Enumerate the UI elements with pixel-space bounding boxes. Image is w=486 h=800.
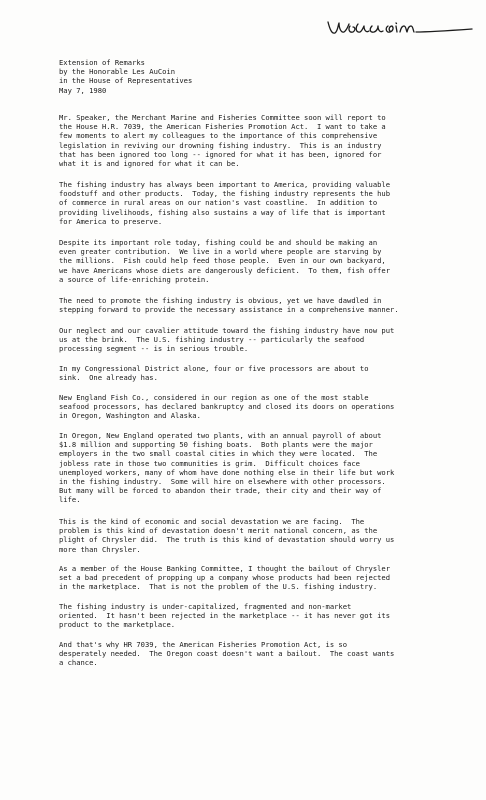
header-line: in the House of Representatives [59, 76, 193, 86]
paragraph-line: oriented. It hasn't been rejected in the marketplace -- it has never got its [59, 611, 391, 621]
paragraph-line: we have Americans whose diets are dangerously deficient. To them, fish offer [59, 265, 391, 275]
paragraph-line: few moments to alert my colleagues to the importance of this comprehensive [59, 131, 378, 141]
paragraph-line: New England Fish Co., considered in our region as one of the most stable [59, 393, 369, 402]
paragraph-line: in the marketplace. That is not the problem of the U.S. fishing industry. [59, 582, 378, 592]
paragraph [59, 238, 390, 284]
paragraph-line: In Oregon, New England operated two plants, with an annual payroll of about [59, 431, 382, 440]
paragraph-line: a chance. [59, 658, 98, 668]
paragraph-line: that has been ignored too long -- ignored for what it has been, ignored for [59, 149, 382, 159]
paragraph-line: for America to preserve. [59, 216, 163, 226]
paragraph-line: legislation in reviving our drowning fishing industry. This is an industry [59, 140, 382, 150]
paragraph-line: set a bad precedent of propping up a company whose products had been rejected [59, 573, 391, 583]
paragraph-line: in the fishing industry. Some will hire on elsewhere with other processors. [59, 477, 386, 487]
paragraph-line: in Oregon, Washington and Alaska. [59, 411, 201, 421]
paragraph [59, 180, 390, 226]
paragraph-line: This is the kind of economic and social devastation we are facing. The [59, 517, 365, 526]
paragraph-line: The need to promote the fishing industry is obvious, yet we have dawdled in [59, 296, 382, 305]
paragraph-line: desperately needed. The Oregon coast doesn't want a bailout. The coast wants [59, 649, 395, 659]
paragraph-line: Our neglect and our cavalier attitude toward the fishing industry have now put [59, 326, 395, 335]
paragraph-line: more than Chrysler. [59, 544, 141, 554]
paragraph-line: seafood processors, has declared bankruptcy and closed its doors on operations [59, 402, 395, 412]
paragraph-line: As a member of the House Banking Committee, I thought the bailout of Chrysler [59, 564, 391, 573]
paragraph-line: Mr. Speaker, the Merchant Marine and Fisheries Committee soon will report to [59, 113, 386, 122]
document-header [59, 58, 192, 95]
paragraph-line: foodstuff and other products. Today, the fishing industry represents the hub [59, 189, 391, 199]
paragraph-line: jobless rate in those two communities is grim. Difficult choices face [59, 458, 360, 468]
paragraph-line: sink. One already has. [59, 373, 158, 383]
header-line: Extension of Remarks [59, 58, 145, 67]
paragraph-line: The fishing industry is under-capitalized, fragmented and non-market [59, 602, 352, 611]
paragraph-line: of commerce in rural areas on our nation's vast coastline. In addition to [59, 198, 378, 208]
paragraph-line: employers in the two small coastal cities in which they were located. The [59, 449, 378, 459]
paragraph-line: problem is this kind of devastation doesn't merit national concern, as the [59, 526, 378, 536]
paragraph [59, 640, 394, 668]
paragraph-line: a source of life-enriching protein. [59, 274, 210, 284]
paragraph [59, 602, 390, 630]
paragraph-line: The fishing industry has always been important to America, providing valuable [59, 180, 391, 189]
paragraph [59, 431, 394, 505]
paragraph-line: stepping forward to provide the necessary assistance in a comprehensive manner. [59, 305, 399, 315]
paragraph [59, 564, 390, 592]
paragraph-line: Despite its important role today, fishing could be and should be making an [59, 238, 378, 247]
paragraph-line: life. [59, 495, 81, 505]
paragraph [59, 393, 394, 421]
paragraph-line: what it is and ignored for what it can be. [59, 159, 240, 169]
paragraph-line: processing segment -- is in serious trouble. [59, 344, 249, 354]
paragraph-line: In my Congressional District alone, four or five processors are about to [59, 364, 369, 373]
paragraph-line: the millions. Fish could help feed those people. Even in our own backyard, [59, 256, 386, 266]
paragraph-line: the House H.R. 7039, the American Fisheries Promotion Act. I want to take a [59, 122, 386, 132]
paragraph-line: us at the brink. The U.S. fishing industry -- particularly the seafood [59, 335, 365, 345]
paragraph [59, 517, 394, 554]
handwritten-signature [326, 16, 476, 42]
paragraph-line: plight of Chrysler did. The truth is this kind of devastation should worry us [59, 535, 395, 545]
header-date: May 7, 1980 [59, 85, 107, 95]
paragraph-line: $1.8 million and supporting 50 fishing boats. Both plants were the major [59, 440, 373, 450]
paragraph [59, 113, 386, 168]
paragraph-line: providing livelihoods, fishing also sustains a way of life that is important [59, 207, 386, 217]
paragraph [59, 326, 394, 354]
paragraph-line: unemployed workers, many of whom have done nothing else in their life but work [59, 467, 395, 477]
header-line: by the Honorable Les AuCoin [59, 67, 176, 77]
paragraph-line: But many will be forced to abandon their trade, their city and their way of [59, 486, 382, 496]
paragraph-line: product to the marketplace. [59, 620, 176, 630]
paragraph [59, 296, 399, 314]
paragraph-line: And that's why HR 7039, the American Fisheries Promotion Act, is so [59, 640, 348, 649]
paragraph [59, 364, 369, 382]
paragraph-line: even greater contribution. We live in a world where people are starving by [59, 247, 382, 257]
